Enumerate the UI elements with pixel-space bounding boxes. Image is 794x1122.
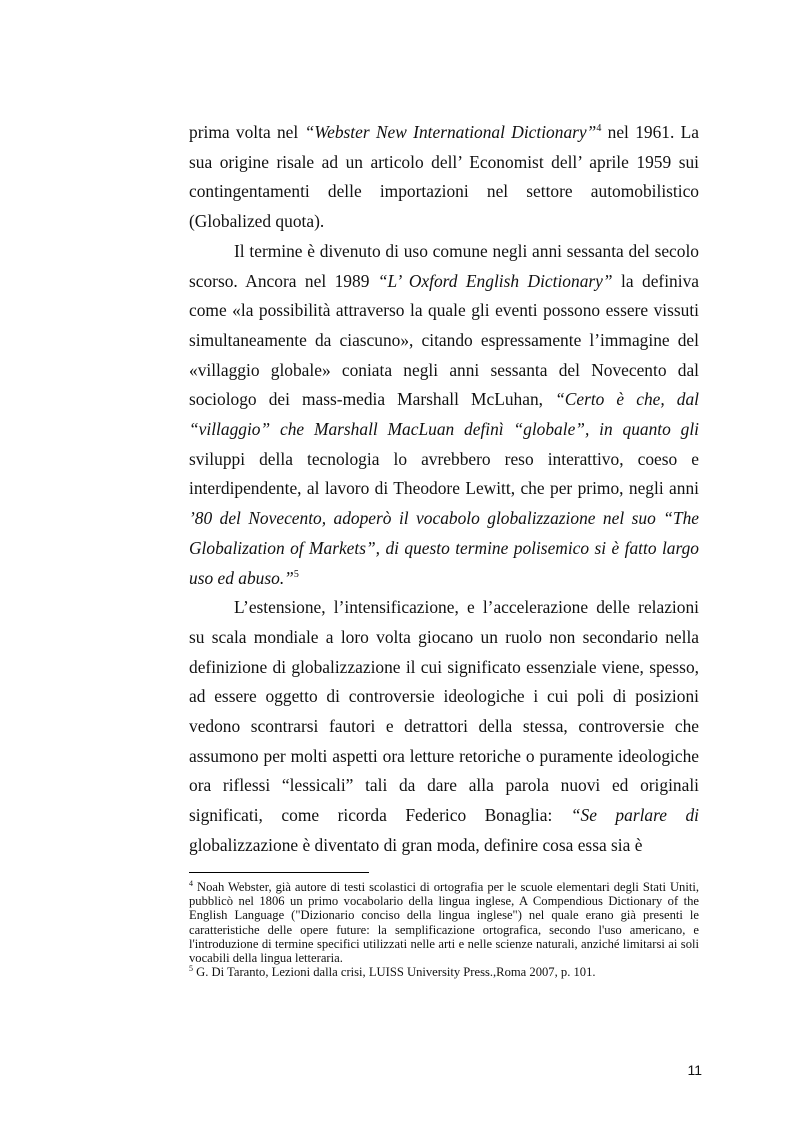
footnote-ref-4[interactable]: 4 — [596, 123, 602, 135]
quotation: “Certo è che, dal “villaggio” che Marshall MacLuan definì “globale”, in quanto gli — [189, 389, 700, 440]
footnote-5 — [189, 965, 699, 979]
footnote-ref-5[interactable]: 5 — [293, 568, 299, 580]
paragraph-text: Il termine è divenuto di uso comune negli anni sessanta del secolo scorso. Ancora nel 1989 — [189, 240, 699, 291]
footnote-number: 4 — [189, 878, 193, 888]
body-text — [189, 118, 699, 861]
footnote-number: 5 — [189, 964, 193, 974]
paragraph-3 — [189, 593, 699, 860]
footnote-text: G. Di Taranto, Lezioni dalla crisi, LUISS University Press.,Roma 2007, p. 101. — [193, 965, 596, 980]
dictionary-title: “L’ Oxford English Dictionary” — [377, 270, 613, 291]
quotation: ’80 del Novecento, adoperò il vocabolo globalizzazione nel suo “The Globalization of Markets”, di questo termine polisemico si è fatto largo uso ed abuso.” — [189, 508, 699, 588]
footnote-separator — [189, 872, 369, 873]
paragraph-text: nel 1961. La sua origine risale ad un articolo dell’ Economist dell’ aprile 1959 sui contingentamenti delle importazioni nel settore automobilistico (Globalized quota). — [189, 122, 699, 232]
paragraph-1 — [189, 118, 699, 237]
paragraph-text: L’estensione, l’intensificazione, e l’accelerazione delle relazioni su scala mondiale a loro volta giocano un ruolo non secondario nella definizione di globalizzazione il cui significato essenziale viene, spesso, ad essere oggetto di controversie ideologiche i cui poli di posizioni vedono scontrarsi fautori e detrattori della stessa, controversie che assumono per molti aspetti ora letture retoriche o puramente ideologiche ora riflessi “lessicali” tali da dare alla parola nuovi ed originali significati, come ricorda Federico Bonaglia: — [189, 597, 699, 826]
paragraph-text: globalizzazione è diventato di gran moda, definire cosa essa sia è — [189, 834, 643, 855]
footnotes — [189, 880, 699, 979]
paragraph-text: sviluppi della tecnologia lo avrebbero reso interattivo, coeso e interdipendente, al lavoro di Theodore Lewitt, che per primo, negli anni — [189, 448, 699, 499]
paragraph-2 — [189, 237, 699, 593]
page-number: 11 — [687, 1062, 702, 1078]
paragraph-text: la definiva come «la possibilità attraverso la quale gli eventi possono essere vissuti simultaneamente da ciascuno», citando espressamente l’immagine del «villaggio globale» coniata negli anni sessanta del Novecento dal sociologo dei mass-media Marshall McLuhan, — [189, 270, 699, 410]
dictionary-title: “Webster New International Dictionary” — [304, 122, 597, 142]
footnote-4 — [189, 880, 699, 965]
quotation: “Se parlare di — [570, 805, 699, 826]
footnote-text: Noah Webster, già autore di testi scolastici di ortografia per le scuole elementari degli Stati Uniti, pubblicò nel 1806 un primo vocabolario della lingua inglese, A Compendious Dictionary of the English Language ("Dizionario conciso della lingua inglese") nel quale erano già presenti le caratteristiche delle opere future: la semplificazione ortografica, secondo l'uso americano, e l'introduzione di termine specifici utilizzati nelle arti e nelle scienze naturali, anziché limitarsi ai soli vocabili della lingua letteraria. — [189, 880, 699, 966]
paragraph-text: prima volta nel — [189, 122, 305, 142]
